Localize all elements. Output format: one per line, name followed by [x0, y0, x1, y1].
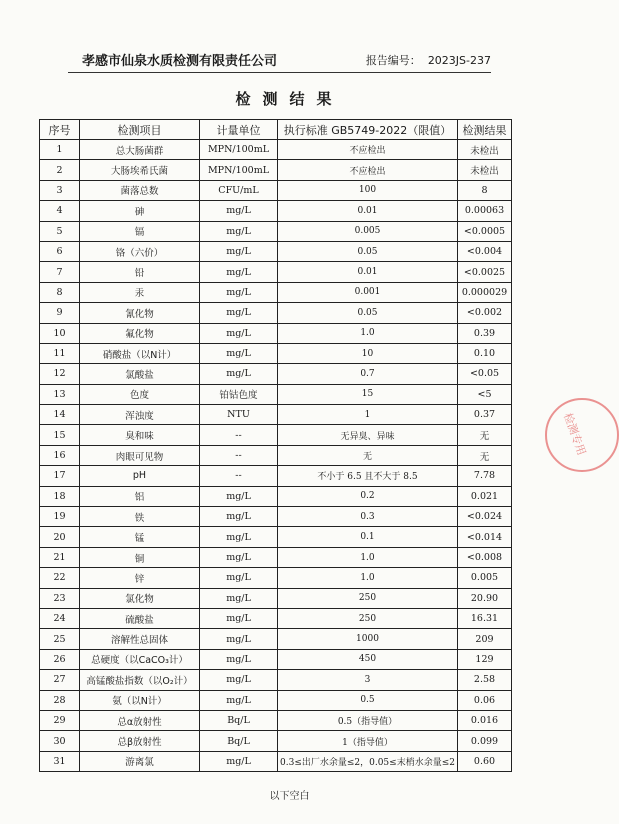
result: 8	[458, 180, 512, 200]
col-header-no: 序号	[40, 120, 80, 140]
item-name: 总β放射性	[80, 731, 200, 751]
row-no: 19	[40, 507, 80, 527]
row-no: 22	[40, 568, 80, 588]
table-row	[40, 140, 512, 160]
table-row	[40, 364, 512, 384]
standard-limit: 0.001	[278, 282, 458, 302]
company-name: 孝感市仙泉水质检测有限责任公司	[82, 54, 278, 69]
row-no: 1	[40, 140, 80, 160]
unit: --	[200, 445, 278, 465]
unit: mg/L	[200, 568, 278, 588]
standard-limit: 0.05	[278, 303, 458, 323]
unit: CFU/mL	[200, 180, 278, 200]
row-no: 17	[40, 466, 80, 486]
row-no: 15	[40, 425, 80, 445]
standard-limit: 0.2	[278, 486, 458, 506]
standard-limit: 0.01	[278, 201, 458, 221]
item-name: 氯化物	[80, 588, 200, 608]
row-no: 28	[40, 690, 80, 710]
unit: mg/L	[200, 690, 278, 710]
table-row	[40, 690, 512, 710]
table-row	[40, 486, 512, 506]
row-no: 24	[40, 608, 80, 628]
standard-limit: 1.0	[278, 547, 458, 567]
table-header-row	[40, 120, 512, 140]
row-no: 26	[40, 649, 80, 669]
standard-limit: 10	[278, 343, 458, 363]
result: 20.90	[458, 588, 512, 608]
unit: MPN/100mL	[200, 140, 278, 160]
row-no: 9	[40, 303, 80, 323]
row-no: 30	[40, 731, 80, 751]
item-name: 肉眼可见物	[80, 445, 200, 465]
item-name: 铁	[80, 507, 200, 527]
row-no: 13	[40, 384, 80, 404]
item-name: 总α放射性	[80, 710, 200, 730]
item-name: 铅	[80, 262, 200, 282]
result: 209	[458, 629, 512, 649]
item-name: 氰化物	[80, 303, 200, 323]
col-header-standard: 执行标准 GB5749-2022（限值）	[278, 120, 458, 140]
standard-limit: 1.0	[278, 323, 458, 343]
result: <0.0005	[458, 221, 512, 241]
result: 无	[458, 445, 512, 465]
standard-limit: 1.0	[278, 568, 458, 588]
item-name: pH	[80, 466, 200, 486]
item-name: 色度	[80, 384, 200, 404]
unit: mg/L	[200, 303, 278, 323]
standard-limit: 0.5（指导值）	[278, 710, 458, 730]
item-name: 氨（以N计）	[80, 690, 200, 710]
table-row	[40, 180, 512, 200]
unit: mg/L	[200, 507, 278, 527]
item-name: 菌落总数	[80, 180, 200, 200]
result: 0.39	[458, 323, 512, 343]
standard-limit: 250	[278, 588, 458, 608]
result: 0.099	[458, 731, 512, 751]
unit: mg/L	[200, 608, 278, 628]
standard-limit: 不小于 6.5 且不大于 8.5	[278, 466, 458, 486]
table-row	[40, 588, 512, 608]
result: 0.10	[458, 343, 512, 363]
table-row	[40, 303, 512, 323]
standard-limit: 0.005	[278, 221, 458, 241]
unit: mg/L	[200, 201, 278, 221]
row-no: 31	[40, 751, 80, 771]
result: 16.31	[458, 608, 512, 628]
item-name: 铬（六价）	[80, 241, 200, 261]
result: <5	[458, 384, 512, 404]
item-name: 砷	[80, 201, 200, 221]
unit: --	[200, 425, 278, 445]
table-row	[40, 323, 512, 343]
unit: mg/L	[200, 588, 278, 608]
standard-limit: 0.1	[278, 527, 458, 547]
result: 无	[458, 425, 512, 445]
item-name: 总大肠菌群	[80, 140, 200, 160]
unit: mg/L	[200, 282, 278, 302]
table-row	[40, 751, 512, 771]
table-row	[40, 527, 512, 547]
table-row	[40, 160, 512, 180]
table-row	[40, 629, 512, 649]
row-no: 7	[40, 262, 80, 282]
row-no: 25	[40, 629, 80, 649]
unit: Bq/L	[200, 731, 278, 751]
standard-limit: 无	[278, 445, 458, 465]
standard-limit: 0.3≤出厂水余量≤2，0.05≤末梢水余量≤2	[278, 751, 458, 771]
standard-limit: 1	[278, 405, 458, 425]
unit: mg/L	[200, 486, 278, 506]
item-name: 锌	[80, 568, 200, 588]
row-no: 12	[40, 364, 80, 384]
result: 0.06	[458, 690, 512, 710]
unit: mg/L	[200, 670, 278, 690]
table-row	[40, 405, 512, 425]
result: 0.000029	[458, 282, 512, 302]
result: 0.00063	[458, 201, 512, 221]
unit: --	[200, 466, 278, 486]
table-row	[40, 384, 512, 404]
result: <0.008	[458, 547, 512, 567]
results-table	[39, 119, 512, 772]
standard-limit: 250	[278, 608, 458, 628]
report-number-label: 报告编号：	[365, 54, 421, 67]
result: 129	[458, 649, 512, 669]
result: 0.37	[458, 405, 512, 425]
seal-stamp: 检测专用	[545, 398, 619, 472]
result: 未检出	[458, 140, 512, 160]
unit: mg/L	[200, 547, 278, 567]
unit: mg/L	[200, 262, 278, 282]
standard-limit: 不应检出	[278, 140, 458, 160]
table-row	[40, 201, 512, 221]
unit: mg/L	[200, 221, 278, 241]
standard-limit: 0.05	[278, 241, 458, 261]
standard-limit: 450	[278, 649, 458, 669]
row-no: 10	[40, 323, 80, 343]
row-no: 27	[40, 670, 80, 690]
standard-limit: 0.3	[278, 507, 458, 527]
item-name: 铝	[80, 486, 200, 506]
standard-limit: 0.5	[278, 690, 458, 710]
item-name: 硫酸盐	[80, 608, 200, 628]
item-name: 汞	[80, 282, 200, 302]
table-row	[40, 547, 512, 567]
standard-limit: 15	[278, 384, 458, 404]
table-row	[40, 343, 512, 363]
row-no: 3	[40, 180, 80, 200]
result: <0.024	[458, 507, 512, 527]
unit: 铂钴色度	[200, 384, 278, 404]
result: 0.60	[458, 751, 512, 771]
item-name: 总硬度（以CaCO₃计）	[80, 649, 200, 669]
item-name: 硝酸盐（以N计）	[80, 343, 200, 363]
row-no: 6	[40, 241, 80, 261]
item-name: 高锰酸盐指数（以O₂计）	[80, 670, 200, 690]
table-row	[40, 710, 512, 730]
col-header-unit: 计量单位	[200, 120, 278, 140]
report-header	[68, 50, 491, 73]
result: <0.004	[458, 241, 512, 261]
table-row	[40, 445, 512, 465]
result: <0.0025	[458, 262, 512, 282]
item-name: 浑浊度	[80, 405, 200, 425]
table-row	[40, 241, 512, 261]
item-name: 镉	[80, 221, 200, 241]
row-no: 14	[40, 405, 80, 425]
result: <0.014	[458, 527, 512, 547]
standard-limit: 0.7	[278, 364, 458, 384]
end-note: 以下空白	[269, 791, 310, 802]
row-no: 8	[40, 282, 80, 302]
result: 2.58	[458, 670, 512, 690]
item-name: 氟化物	[80, 323, 200, 343]
unit: mg/L	[200, 649, 278, 669]
result: <0.05	[458, 364, 512, 384]
unit: Bq/L	[200, 710, 278, 730]
result: 0.005	[458, 568, 512, 588]
standard-limit: 3	[278, 670, 458, 690]
standard-limit: 无异臭、异味	[278, 425, 458, 445]
row-no: 21	[40, 547, 80, 567]
row-no: 29	[40, 710, 80, 730]
table-row	[40, 282, 512, 302]
unit: mg/L	[200, 241, 278, 261]
item-name: 溶解性总固体	[80, 629, 200, 649]
item-name: 氯酸盐	[80, 364, 200, 384]
row-no: 16	[40, 445, 80, 465]
unit: mg/L	[200, 343, 278, 363]
item-name: 游离氯	[80, 751, 200, 771]
unit: mg/L	[200, 323, 278, 343]
row-no: 5	[40, 221, 80, 241]
standard-limit: 不应检出	[278, 160, 458, 180]
row-no: 23	[40, 588, 80, 608]
report-number-value: 2023JS-237	[427, 54, 491, 67]
report-number	[366, 52, 491, 68]
table-row	[40, 568, 512, 588]
table-row	[40, 507, 512, 527]
item-name: 大肠埃希氏菌	[80, 160, 200, 180]
row-no: 2	[40, 160, 80, 180]
item-name: 臭和味	[80, 425, 200, 445]
standard-limit: 100	[278, 180, 458, 200]
standard-limit: 0.01	[278, 262, 458, 282]
result: <0.002	[458, 303, 512, 323]
standard-limit: 1（指导值）	[278, 731, 458, 751]
table-body	[40, 140, 512, 772]
result: 0.016	[458, 710, 512, 730]
page-title: 检测结果	[235, 90, 344, 108]
result: 0.021	[458, 486, 512, 506]
item-name: 铜	[80, 547, 200, 567]
row-no: 20	[40, 527, 80, 547]
table-row	[40, 670, 512, 690]
result: 7.78	[458, 466, 512, 486]
row-no: 18	[40, 486, 80, 506]
table-row	[40, 425, 512, 445]
standard-limit: 1000	[278, 629, 458, 649]
table-row	[40, 731, 512, 751]
table-row	[40, 262, 512, 282]
item-name: 锰	[80, 527, 200, 547]
unit: NTU	[200, 405, 278, 425]
row-no: 4	[40, 201, 80, 221]
result: 未检出	[458, 160, 512, 180]
table-row	[40, 466, 512, 486]
row-no: 11	[40, 343, 80, 363]
unit: MPN/100mL	[200, 160, 278, 180]
col-header-result: 检测结果	[458, 120, 512, 140]
table-row	[40, 221, 512, 241]
unit: mg/L	[200, 527, 278, 547]
table-row	[40, 649, 512, 669]
unit: mg/L	[200, 751, 278, 771]
unit: mg/L	[200, 364, 278, 384]
table-row	[40, 608, 512, 628]
col-header-item: 检测项目	[80, 120, 200, 140]
unit: mg/L	[200, 629, 278, 649]
